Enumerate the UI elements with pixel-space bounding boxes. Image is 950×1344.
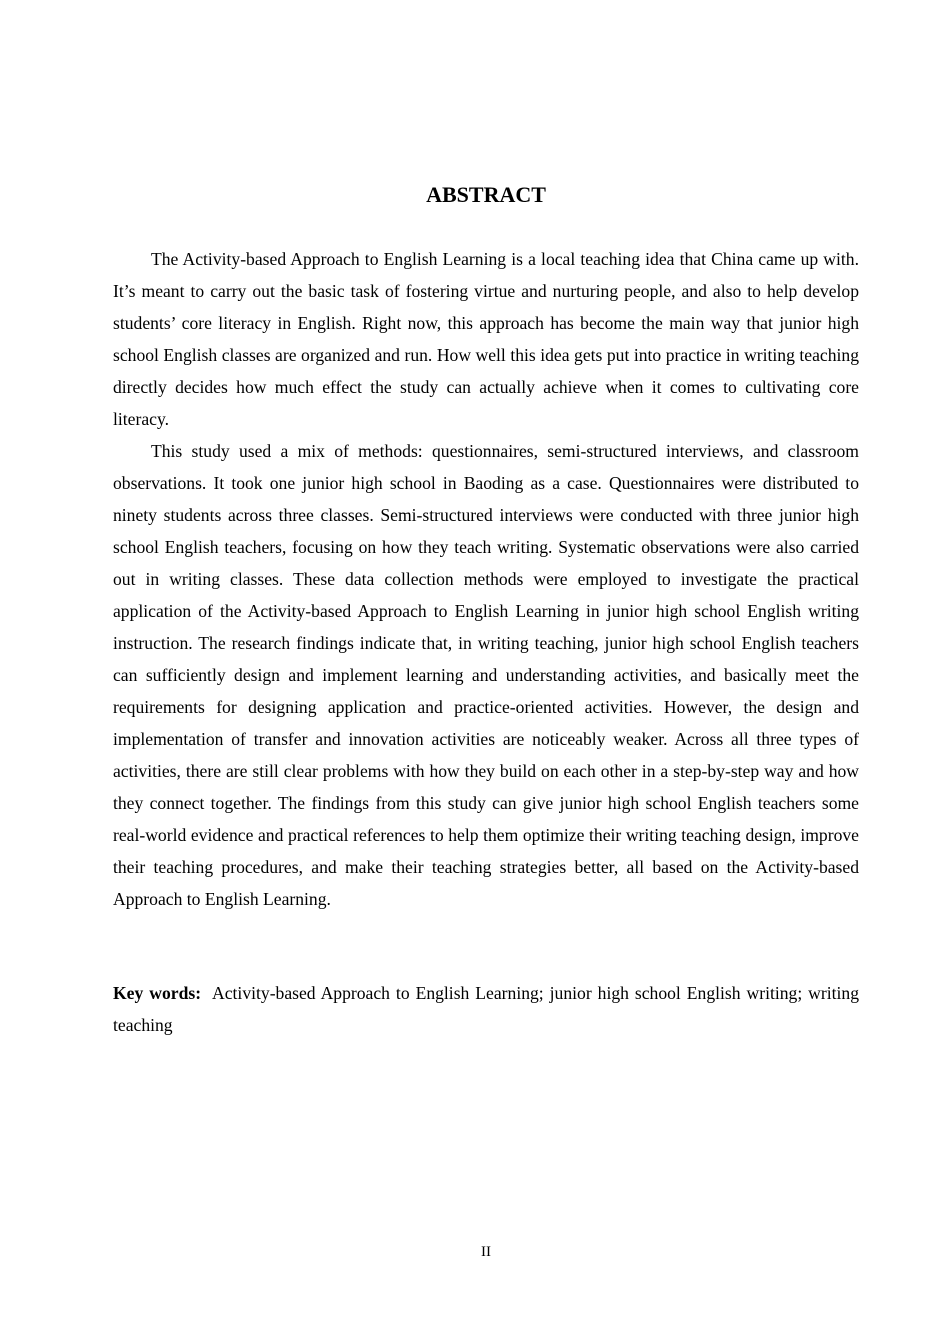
keywords-label: Key words: [113, 983, 202, 1003]
page-number: II [481, 1244, 491, 1260]
abstract-paragraph-1: The Activity-based Approach to English Learning is a local teaching idea that China came up with. It’s meant to carry out the basic task of fostering virtue and nurturing people, and also to help develop students’ core literacy in English. Right now, this approach has become the main way that junior high school English classes are organized and run. How well this idea gets put into practice in writing teaching directly decides how much effect the study can actually achieve when it comes to cultivating core literacy. [113, 249, 859, 429]
keywords-section [113, 977, 859, 1041]
page-title: ABSTRACT [426, 182, 546, 207]
abstract-body [113, 243, 859, 915]
abstract-paragraph-2: This study used a mix of methods: questionnaires, semi-structured interviews, and classroom observations. It took one junior high school in Baoding as a case. Questionnaires were distributed to ninety students across three classes. Semi-structured interviews were conducted with three junior high school English teachers, focusing on how they teach writing. Systematic observations were also carried out in writing classes. These data collection methods were employed to investigate the practical application of the Activity-based Approach to English Learning in junior high school English writing instruction. The research findings indicate that, in writing teaching, junior high school English teachers can sufficiently design and implement learning and understanding activities, and basically meet the requirements for designing application and practice-oriented activities. However, the design and implementation of transfer and innovation activities are noticeably weaker. Across all three types of activities, there are still clear problems with how they build on each other in a step-by-step way and how they connect together. The findings from this study can give junior high school English teachers some real-world evidence and practical references to help them optimize their writing teaching design, improve their teaching procedures, and make their teaching strategies better, all based on the Activity-based Approach to English Learning. [113, 441, 859, 909]
keywords-text: Activity-based Approach to English Learning; junior high school English writing; writing teaching [113, 983, 859, 1035]
